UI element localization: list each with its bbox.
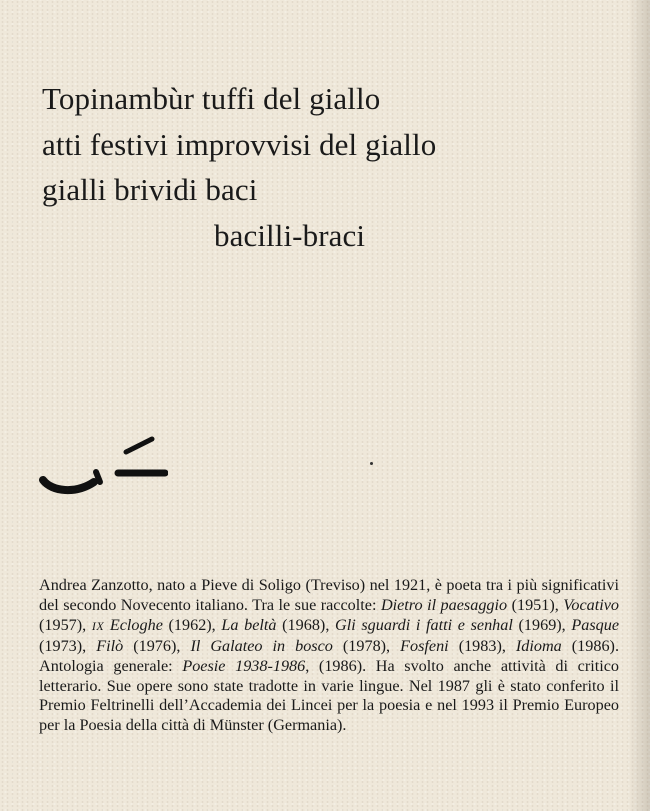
poem-line: Topinambùr tuffi del giallo — [42, 81, 381, 116]
bio-text: (1983), — [448, 636, 516, 655]
author-biography — [39, 576, 619, 736]
work-title: Il Galateo in bosco — [190, 636, 333, 655]
page-edge-shadow — [628, 0, 650, 811]
poem-line: atti festivi improvvisi del giallo — [42, 126, 437, 162]
signature-glyph — [38, 432, 168, 502]
bio-text: (1973), — [39, 636, 97, 655]
bio-text: Andrea Zanzotto, nato a Pieve di Soligo (Treviso) nel 1921, è poeta tra i più significativi del secondo Novecento italiano. Tra le sue raccolte: — [39, 576, 619, 614]
work-title-text: Ecloghe — [104, 615, 163, 634]
work-title: La beltà — [221, 615, 277, 634]
work-title — [92, 616, 163, 634]
bio-text: (1968), — [276, 615, 336, 634]
poem — [42, 76, 436, 258]
work-title: Gli sguardi i fatti e senhal — [335, 615, 513, 634]
bio-text: (1976), — [123, 636, 191, 655]
work-title: Fosfeni — [400, 636, 449, 655]
poem-line: bacilli-braci — [214, 217, 366, 253]
bio-text: (1986). Antologia generale: — [39, 636, 619, 675]
bio-text: (1957), — [39, 615, 92, 634]
bio-text: (1969), — [512, 615, 572, 634]
bio-text: (1962), — [162, 615, 222, 634]
work-title: Poesie 1938-1986 — [182, 656, 306, 675]
work-title: Idioma — [515, 636, 562, 655]
ink-dot — [370, 462, 373, 465]
poem-line: gialli brividi baci — [42, 172, 258, 207]
roman-numeral: IX — [91, 618, 105, 633]
work-title: Pasque — [571, 615, 620, 634]
work-title: Dietro il paesaggio — [380, 595, 508, 614]
bio-text: (1978), — [332, 636, 401, 655]
work-title: Vocativo — [563, 595, 620, 614]
work-title: Filò — [96, 636, 124, 655]
bio-text: (1951), — [507, 595, 564, 614]
bio-text: , (1986). Ha svolto anche attività di critico letterario. Sue opere sono state tradotte in varie lingue. Nel 1987 gli è stato conferito il Premio Feltrinelli dell’Accademia dei Lincei per la poesia e nel 1993 il Premio Europeo per la Poesia della città di Münster (Germania). — [39, 656, 619, 735]
